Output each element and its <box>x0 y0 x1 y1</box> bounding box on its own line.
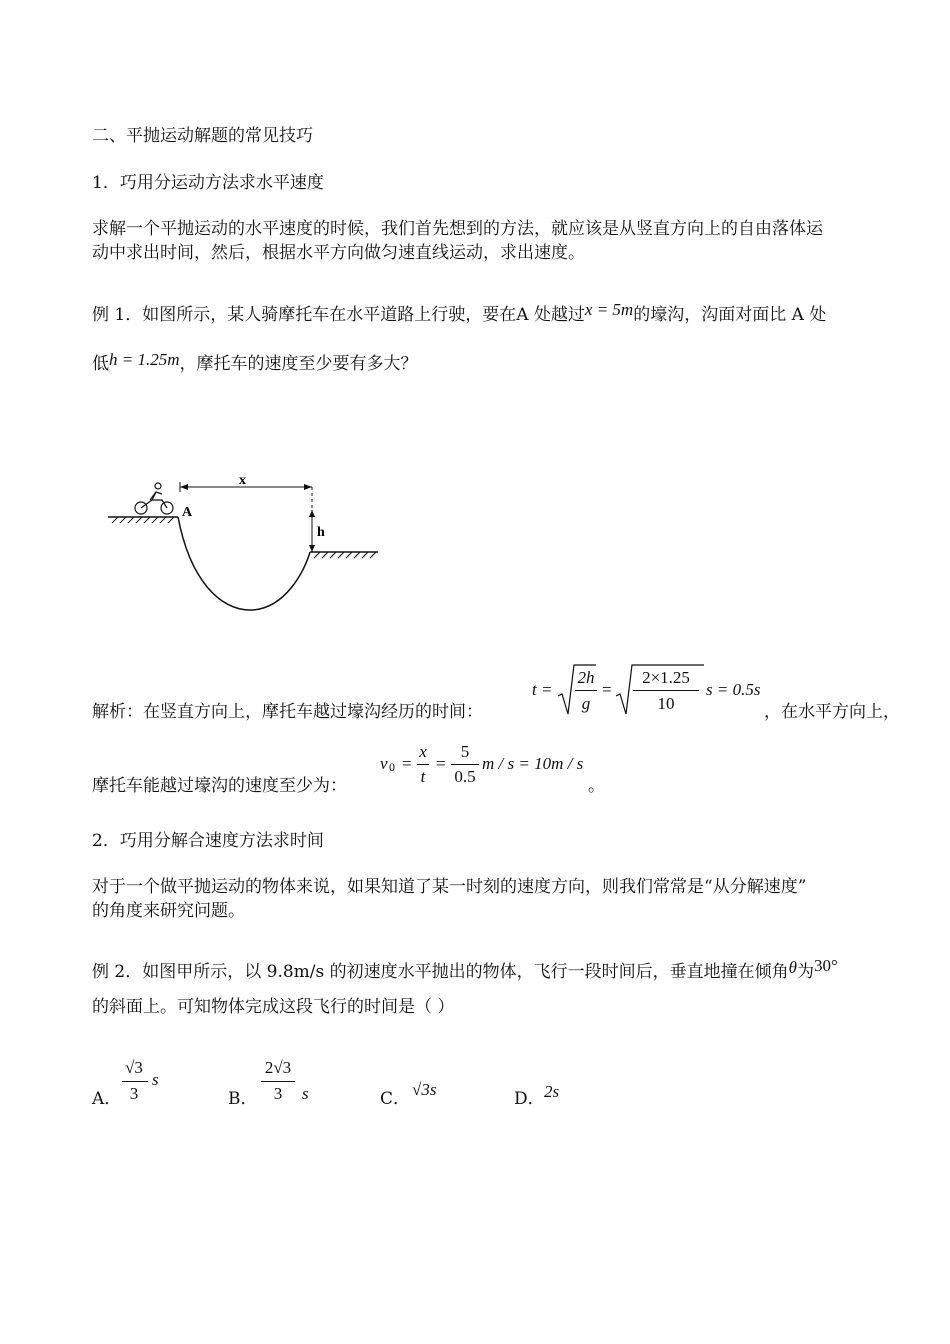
option-d-label: D． <box>514 1089 545 1109</box>
option-c <box>380 1080 470 1110</box>
option-a-unit: s <box>152 1070 159 1089</box>
tip1-para-line2: 动中求出时间，然后，根据水平方向做匀速直线运动，求出速度。 <box>92 243 585 263</box>
figure-label-h: h <box>317 525 325 540</box>
v-frac2-bar <box>451 764 479 765</box>
example1-line1 <box>92 300 827 326</box>
option-a <box>92 1050 182 1110</box>
v-formula <box>380 740 590 790</box>
t-frac1-den: g <box>581 694 591 713</box>
v-frac1-den: t <box>420 767 426 786</box>
example1-x-value: x = 5m <box>584 300 634 319</box>
option-d <box>514 1080 594 1110</box>
v-formula-eq2: = <box>436 754 446 773</box>
option-c-label: C． <box>380 1089 411 1109</box>
example2-theta: θ <box>788 958 797 977</box>
v-frac2-den: 0.5 <box>454 767 476 786</box>
example1-line1-text-b: 的壕沟，沟面对面比 A 处 <box>633 305 827 325</box>
v-formula-lhs-sub: 0 <box>389 760 395 774</box>
section-title: 二、平抛运动解题的常见技巧 <box>92 126 313 146</box>
example2-line1-text-a: 例 2．如图甲所示，以 9.8m/s 的初速度水平抛出的物体，飞行一段时间后，垂直地撞在倾角 <box>92 962 789 982</box>
example2-angle: 30° <box>814 956 838 975</box>
option-b-bar <box>261 1081 295 1082</box>
t-frac1-num: 2h <box>577 668 595 687</box>
h-arrowhead-bottom <box>309 545 315 552</box>
solution1-line1-text-a: 解析：在竖直方向上，摩托车越过壕沟经历的时间： <box>92 702 483 722</box>
motorcycle-icon <box>135 483 173 514</box>
example1-line1-text-a: 例 1．如图所示，某人骑摩托车在水平道路上行驶，要在A 处越过 <box>92 305 585 325</box>
x-arrowhead-left <box>180 484 188 490</box>
example1-line2 <box>92 350 418 375</box>
option-a-den: 3 <box>129 1084 139 1103</box>
t-formula-tail: s = 0.5s <box>706 680 761 699</box>
option-a-num: √3 <box>125 1058 143 1077</box>
v-formula-tail: m / s = 10m / s <box>482 754 584 773</box>
tip1-title: 1．巧用分运动方法求水平速度 <box>92 173 324 193</box>
ditch-curve <box>178 517 310 610</box>
t-frac1-bar <box>575 690 597 691</box>
option-b-unit: s <box>302 1084 309 1103</box>
t-formula-eq: = <box>602 680 612 699</box>
v-formula-eq1: = <box>402 754 412 773</box>
tip2-para-line1: 对于一个做平抛运动的物体来说，如果知道了某一时刻的速度方向，则我们常常是“从分解速度” <box>92 877 807 897</box>
example1-line2-text-a: 低 <box>92 354 109 374</box>
v-frac1-bar <box>417 764 429 765</box>
x-arrowhead-right <box>304 484 312 490</box>
tip2-title: 2．巧用分解合速度方法求时间 <box>92 831 324 851</box>
option-d-value: 2s <box>544 1082 560 1101</box>
solution1-line2-text-b: 。 <box>588 776 605 796</box>
h-arrowhead-top <box>309 510 315 517</box>
example2-line2: 的斜面上。可知物体完成这段飞行的时间是（ ） <box>92 997 455 1017</box>
t-frac2-bar <box>633 690 699 691</box>
option-a-label: A． <box>92 1089 122 1109</box>
option-b-num: 2√3 <box>264 1058 292 1077</box>
v-frac2-num: 5 <box>460 742 470 761</box>
example1-h-value: h = 1.25m <box>109 350 180 369</box>
option-b-label: B． <box>228 1089 258 1109</box>
t-frac2-den: 10 <box>657 694 675 713</box>
t-formula-lhs: t = <box>532 680 553 699</box>
tip1-para-line1: 求解一个平抛运动的水平速度的时候，我们首先想到的方法，就应该是从竖直方向上的自由落体运 <box>92 219 823 239</box>
t-formula <box>532 662 762 722</box>
option-b <box>228 1050 328 1110</box>
solution1-line2-text-a: 摩托车能越过壕沟的速度至少为： <box>92 776 347 796</box>
option-c-value: √3s <box>412 1080 437 1099</box>
example2-line1 <box>92 956 838 983</box>
figure-label-a: A <box>182 505 193 520</box>
tip2-para-line2: 的角度来研究问题。 <box>92 901 245 921</box>
v-formula-lhs: v <box>380 754 388 773</box>
example1-line2-text-b: ，摩托车的速度至少要有多大？ <box>179 354 418 374</box>
option-a-bar <box>122 1081 148 1082</box>
v-frac1-num: x <box>419 742 427 761</box>
left-ground-hatch <box>112 517 174 523</box>
solution1-line1-text-b: ，在水平方向上， <box>764 702 900 722</box>
example2-line1-text-b: 为 <box>797 962 814 982</box>
option-b-den: 3 <box>273 1084 283 1103</box>
ditch-figure <box>100 470 400 620</box>
figure-label-x: x <box>239 473 246 488</box>
t-frac2-num: 2×1.25 <box>642 668 690 687</box>
right-ground-hatch <box>314 552 376 558</box>
